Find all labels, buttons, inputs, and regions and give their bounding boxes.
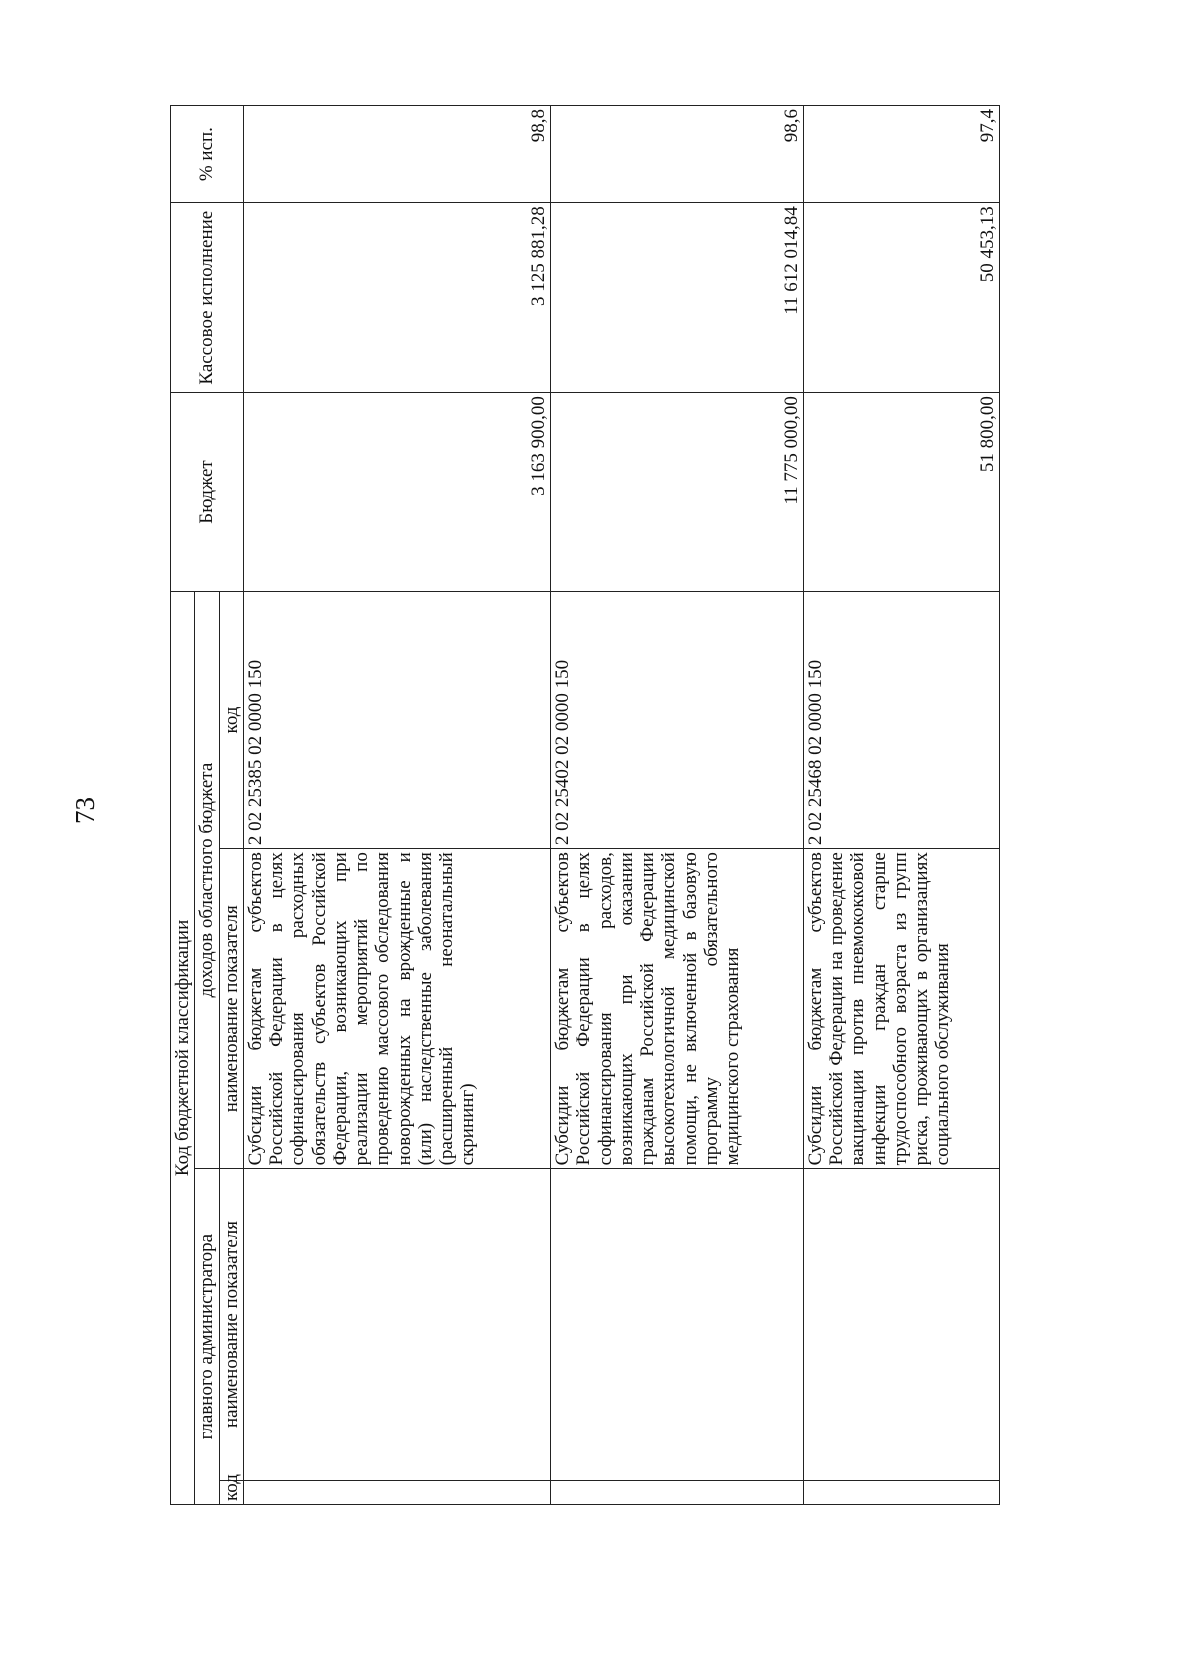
- percent-cell: 98,6: [551, 106, 804, 203]
- page-number: 73: [70, 797, 100, 824]
- income-name-cell: Субсидии бюджетам субъектов Российской Федерации в целях софинансирования расходов, возникающих при оказании гражданам Российской Федерации высокотехнологичной медицинской помощи, не включенной в базовую программу обязательного медицинского страхования: [551, 849, 804, 1169]
- regional-income-header: доходов областного бюджета: [195, 591, 219, 1169]
- classification-header: Код бюджетной классификации: [171, 591, 195, 1504]
- percent-cell: 98,8: [243, 106, 550, 203]
- percent-cell: 97,4: [803, 106, 999, 203]
- budget-table-container: [170, 105, 1000, 1505]
- table-row: [803, 106, 999, 1505]
- admin-code-cell: [803, 1480, 999, 1504]
- table-row: [551, 106, 804, 1505]
- budget-cell: 3 163 900,00: [243, 393, 550, 592]
- cash-execution-cell: 3 125 881,28: [243, 203, 550, 393]
- income-code-cell: 2 02 25468 02 0000 150: [803, 591, 999, 848]
- budget-table: [170, 105, 1000, 1505]
- budget-cell: 51 800,00: [803, 393, 999, 592]
- budget-header: Бюджет: [171, 393, 244, 592]
- admin-name-cell: [551, 1169, 804, 1480]
- budget-cell: 11 775 000,00: [551, 393, 804, 592]
- admin-code-cell: [243, 1480, 550, 1504]
- admin-code-cell: [551, 1480, 804, 1504]
- income-code-cell: 2 02 25385 02 0000 150: [243, 591, 550, 848]
- income-code-cell: 2 02 25402 02 0000 150: [551, 591, 804, 848]
- admin-name-cell: [243, 1169, 550, 1480]
- admin-name-cell: [803, 1169, 999, 1480]
- admin-name-header: наименование показателя: [219, 1169, 243, 1480]
- income-name-cell: Субсидии бюджетам субъектов Российской Федерации на проведение вакцинации против пневмококковой инфекции граждан старше трудоспособного возраста из групп риска, проживающих в организациях социального обслуживания: [803, 849, 999, 1169]
- table-row: [243, 106, 550, 1505]
- chief-admin-header: главного администратора: [195, 1169, 219, 1505]
- admin-code-header: код: [219, 1480, 243, 1504]
- income-name-cell: Субсидии бюджетам субъектов Российской Федерации в целях софинансирования расходных обязательств субъектов Российской Федерации, возникающих при реализации мероприятий по проведению массового обследования новорожденных на врожденные и (или) наследственные заболевания (расширенный неонатальный скрининг): [243, 849, 550, 1169]
- cash-execution-header: Кассовое исполнение: [171, 203, 244, 393]
- cash-execution-cell: 50 453,13: [803, 203, 999, 393]
- cash-execution-cell: 11 612 014,84: [551, 203, 804, 393]
- income-name-header: наименование показателя: [219, 849, 243, 1169]
- income-code-header: код: [219, 591, 243, 848]
- percent-header: % исп.: [171, 106, 244, 203]
